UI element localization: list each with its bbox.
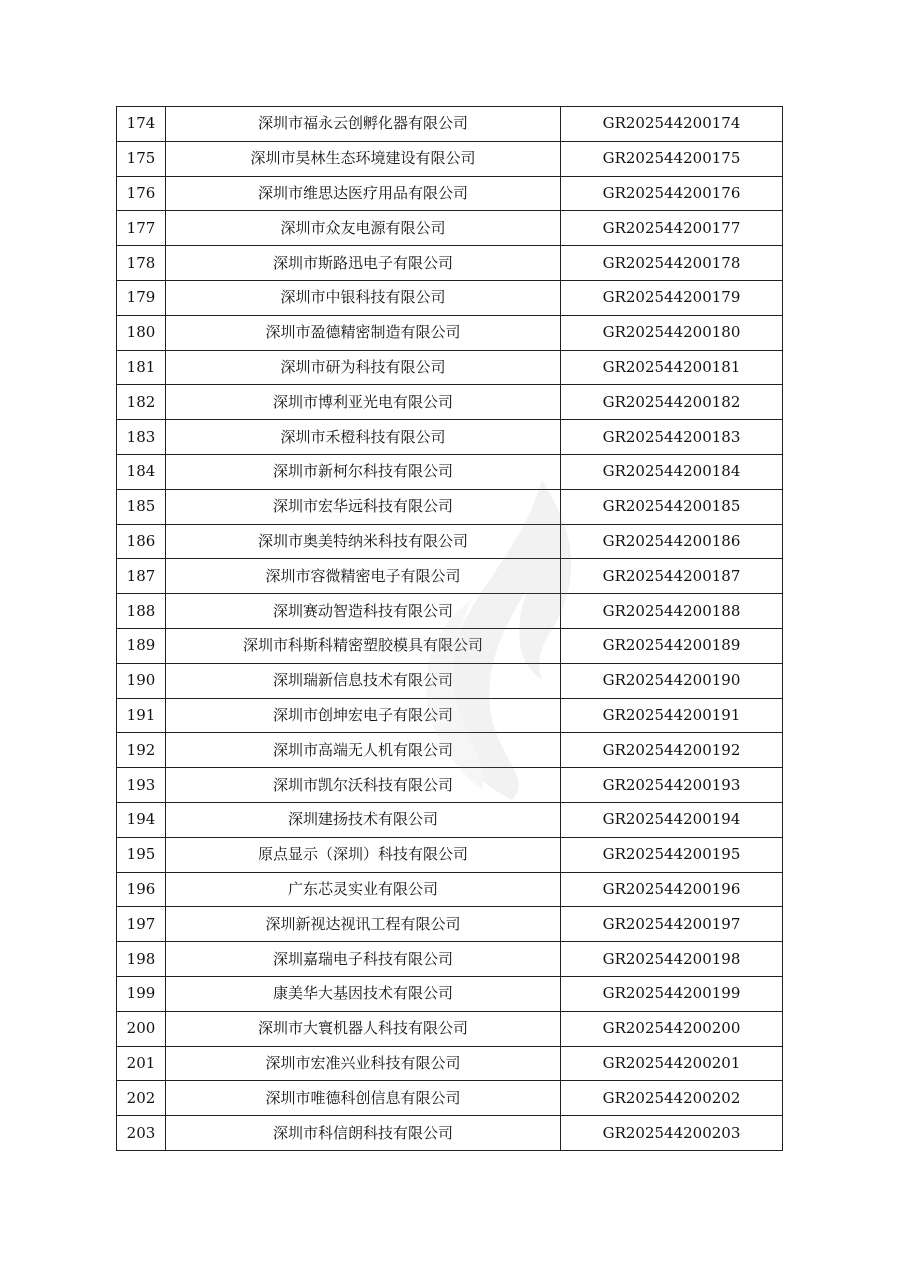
company-name-cell: 深圳市宏准兴业科技有限公司 xyxy=(166,1046,561,1081)
certificate-number-cell: GR202544200180 xyxy=(561,315,783,350)
company-name-cell: 深圳建扬技术有限公司 xyxy=(166,802,561,837)
certificate-number-cell: GR202544200174 xyxy=(561,107,783,142)
company-name-cell: 深圳市福永云创孵化器有限公司 xyxy=(166,107,561,142)
table-row xyxy=(117,1116,783,1151)
table-row xyxy=(117,559,783,594)
company-name-cell: 深圳市高端无人机有限公司 xyxy=(166,733,561,768)
company-name-cell: 深圳市科斯科精密塑胶模具有限公司 xyxy=(166,628,561,663)
row-number-cell: 195 xyxy=(117,837,166,872)
table-row xyxy=(117,872,783,907)
certificate-number-cell: GR202544200203 xyxy=(561,1116,783,1151)
table-row xyxy=(117,628,783,663)
company-name-cell: 深圳市科信朗科技有限公司 xyxy=(166,1116,561,1151)
certificate-table-body xyxy=(117,107,783,1151)
company-name-cell: 深圳市斯路迅电子有限公司 xyxy=(166,246,561,281)
table-row xyxy=(117,211,783,246)
certificate-number-cell: GR202544200192 xyxy=(561,733,783,768)
certificate-number-cell: GR202544200176 xyxy=(561,176,783,211)
row-number-cell: 189 xyxy=(117,628,166,663)
company-name-cell: 深圳市新柯尔科技有限公司 xyxy=(166,454,561,489)
certificate-number-cell: GR202544200198 xyxy=(561,942,783,977)
table-row xyxy=(117,976,783,1011)
company-name-cell: 深圳市奥美特纳米科技有限公司 xyxy=(166,524,561,559)
company-name-cell: 深圳赛动智造科技有限公司 xyxy=(166,594,561,629)
company-name-cell: 深圳市大寰机器人科技有限公司 xyxy=(166,1011,561,1046)
row-number-cell: 177 xyxy=(117,211,166,246)
table-row xyxy=(117,698,783,733)
company-name-cell: 深圳市盈德精密制造有限公司 xyxy=(166,315,561,350)
table-row xyxy=(117,594,783,629)
company-name-cell: 深圳市研为科技有限公司 xyxy=(166,350,561,385)
company-name-cell: 原点显示（深圳）科技有限公司 xyxy=(166,837,561,872)
row-number-cell: 176 xyxy=(117,176,166,211)
company-name-cell: 广东芯灵实业有限公司 xyxy=(166,872,561,907)
table-row xyxy=(117,524,783,559)
row-number-cell: 181 xyxy=(117,350,166,385)
certificate-table xyxy=(116,106,783,1151)
table-row xyxy=(117,837,783,872)
certificate-number-cell: GR202544200193 xyxy=(561,768,783,803)
certificate-number-cell: GR202544200184 xyxy=(561,454,783,489)
row-number-cell: 194 xyxy=(117,802,166,837)
row-number-cell: 201 xyxy=(117,1046,166,1081)
row-number-cell: 193 xyxy=(117,768,166,803)
table-row xyxy=(117,489,783,524)
table-row xyxy=(117,663,783,698)
row-number-cell: 190 xyxy=(117,663,166,698)
row-number-cell: 187 xyxy=(117,559,166,594)
certificate-number-cell: GR202544200178 xyxy=(561,246,783,281)
table-row xyxy=(117,733,783,768)
table-row xyxy=(117,315,783,350)
table-row xyxy=(117,1081,783,1116)
row-number-cell: 178 xyxy=(117,246,166,281)
table-row xyxy=(117,907,783,942)
certificate-number-cell: GR202544200191 xyxy=(561,698,783,733)
certificate-number-cell: GR202544200185 xyxy=(561,489,783,524)
row-number-cell: 188 xyxy=(117,594,166,629)
row-number-cell: 199 xyxy=(117,976,166,1011)
row-number-cell: 179 xyxy=(117,280,166,315)
certificate-number-cell: GR202544200177 xyxy=(561,211,783,246)
row-number-cell: 183 xyxy=(117,420,166,455)
table-row xyxy=(117,141,783,176)
row-number-cell: 200 xyxy=(117,1011,166,1046)
certificate-number-cell: GR202544200199 xyxy=(561,976,783,1011)
certificate-number-cell: GR202544200202 xyxy=(561,1081,783,1116)
table-row xyxy=(117,802,783,837)
company-name-cell: 深圳市禾橙科技有限公司 xyxy=(166,420,561,455)
table-row xyxy=(117,176,783,211)
certificate-number-cell: GR202544200195 xyxy=(561,837,783,872)
certificate-number-cell: GR202544200189 xyxy=(561,628,783,663)
table-row xyxy=(117,107,783,142)
row-number-cell: 196 xyxy=(117,872,166,907)
certificate-number-cell: GR202544200183 xyxy=(561,420,783,455)
company-name-cell: 深圳市容微精密电子有限公司 xyxy=(166,559,561,594)
certificate-number-cell: GR202544200194 xyxy=(561,802,783,837)
company-name-cell: 深圳市维思达医疗用品有限公司 xyxy=(166,176,561,211)
row-number-cell: 180 xyxy=(117,315,166,350)
company-name-cell: 深圳市昊林生态环境建设有限公司 xyxy=(166,141,561,176)
company-name-cell: 深圳市中银科技有限公司 xyxy=(166,280,561,315)
table-row xyxy=(117,385,783,420)
company-name-cell: 康美华大基因技术有限公司 xyxy=(166,976,561,1011)
row-number-cell: 182 xyxy=(117,385,166,420)
table-row xyxy=(117,420,783,455)
company-name-cell: 深圳新视达视讯工程有限公司 xyxy=(166,907,561,942)
certificate-number-cell: GR202544200188 xyxy=(561,594,783,629)
row-number-cell: 184 xyxy=(117,454,166,489)
table-row xyxy=(117,1046,783,1081)
company-name-cell: 深圳瑞新信息技术有限公司 xyxy=(166,663,561,698)
table-row xyxy=(117,942,783,977)
company-name-cell: 深圳市宏华远科技有限公司 xyxy=(166,489,561,524)
certificate-number-cell: GR202544200187 xyxy=(561,559,783,594)
row-number-cell: 192 xyxy=(117,733,166,768)
row-number-cell: 202 xyxy=(117,1081,166,1116)
table-row xyxy=(117,768,783,803)
certificate-number-cell: GR202544200190 xyxy=(561,663,783,698)
table-row xyxy=(117,280,783,315)
table-row xyxy=(117,1011,783,1046)
row-number-cell: 175 xyxy=(117,141,166,176)
company-name-cell: 深圳嘉瑞电子科技有限公司 xyxy=(166,942,561,977)
certificate-number-cell: GR202544200179 xyxy=(561,280,783,315)
certificate-number-cell: GR202544200197 xyxy=(561,907,783,942)
company-name-cell: 深圳市博利亚光电有限公司 xyxy=(166,385,561,420)
row-number-cell: 191 xyxy=(117,698,166,733)
certificate-number-cell: GR202544200175 xyxy=(561,141,783,176)
company-name-cell: 深圳市众友电源有限公司 xyxy=(166,211,561,246)
certificate-number-cell: GR202544200200 xyxy=(561,1011,783,1046)
row-number-cell: 174 xyxy=(117,107,166,142)
table-row xyxy=(117,246,783,281)
row-number-cell: 185 xyxy=(117,489,166,524)
row-number-cell: 186 xyxy=(117,524,166,559)
table-row xyxy=(117,454,783,489)
certificate-number-cell: GR202544200181 xyxy=(561,350,783,385)
certificate-number-cell: GR202544200182 xyxy=(561,385,783,420)
company-name-cell: 深圳市凯尔沃科技有限公司 xyxy=(166,768,561,803)
certificate-number-cell: GR202544200186 xyxy=(561,524,783,559)
row-number-cell: 198 xyxy=(117,942,166,977)
row-number-cell: 197 xyxy=(117,907,166,942)
row-number-cell: 203 xyxy=(117,1116,166,1151)
company-name-cell: 深圳市唯德科创信息有限公司 xyxy=(166,1081,561,1116)
company-name-cell: 深圳市创坤宏电子有限公司 xyxy=(166,698,561,733)
certificate-number-cell: GR202544200201 xyxy=(561,1046,783,1081)
certificate-number-cell: GR202544200196 xyxy=(561,872,783,907)
table-row xyxy=(117,350,783,385)
